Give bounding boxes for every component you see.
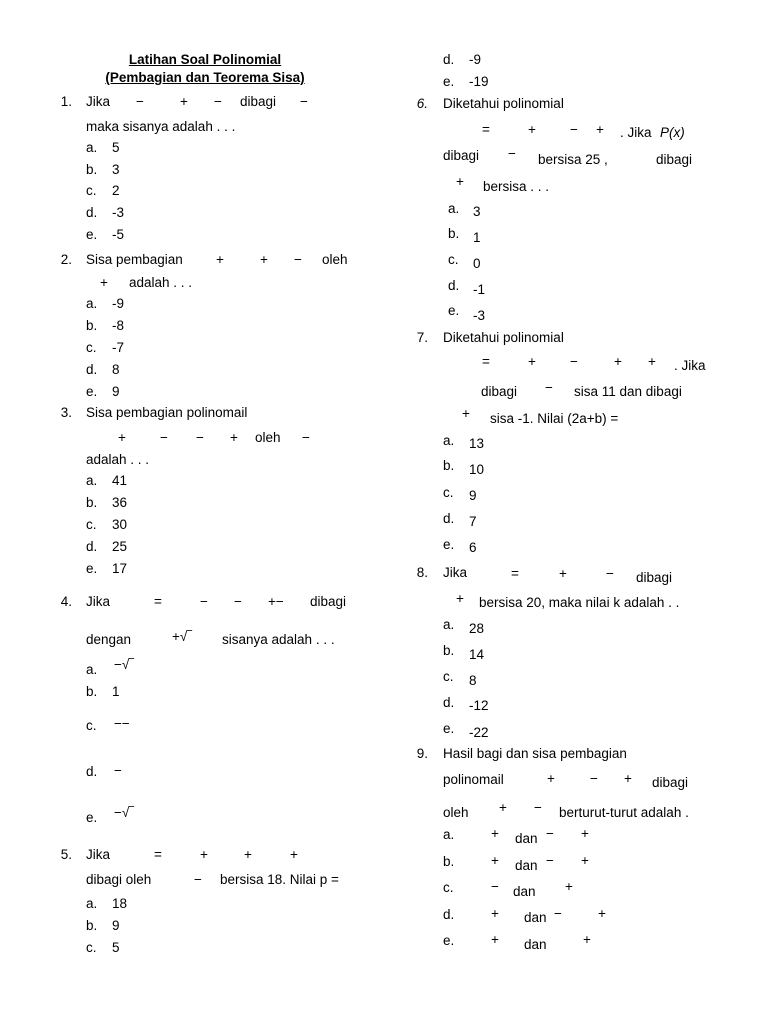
q9-option-c-label: c. xyxy=(443,880,454,895)
q8-op2: − xyxy=(606,566,614,581)
q9-lead: Hasil bagi dan sisa pembagian xyxy=(443,746,627,761)
q9-op5: − xyxy=(534,800,542,815)
q2-option-e-label: e. xyxy=(86,384,98,399)
q5-eq: = xyxy=(154,847,162,862)
q7-option-a-label: a. xyxy=(443,433,455,448)
q1-option-b-label: b. xyxy=(86,162,98,177)
q3-option-b-label: b. xyxy=(86,495,98,510)
q4-option-e-text: −√‾ xyxy=(114,805,134,820)
q8-eq: = xyxy=(511,566,519,581)
q8-dibagi: dibagi xyxy=(636,570,673,585)
q1-op1: − xyxy=(136,94,144,109)
q7-op3: + xyxy=(614,354,622,369)
q3-option-a-label: a. xyxy=(86,473,98,488)
q7-option-b-text: 10 xyxy=(469,462,485,477)
q1-op4: − xyxy=(300,94,308,109)
q2-option-a-label: a. xyxy=(86,296,98,311)
q4-dengan: dengan xyxy=(86,632,132,647)
q4-tail: sisanya adalah . . . xyxy=(222,632,335,647)
q6-eq: = xyxy=(482,122,490,137)
q3-line3: adalah . . . xyxy=(86,452,150,467)
q6-op2: − xyxy=(570,122,578,137)
q3-option-e-label: e. xyxy=(86,561,98,576)
q6-option-e-text: -3 xyxy=(473,308,486,323)
q4-option-a-text: −√‾ xyxy=(114,657,134,672)
q3-op3: − xyxy=(196,430,204,445)
q8-op3: + xyxy=(456,591,464,606)
q3-op2: − xyxy=(160,430,168,445)
q7-option-c-label: c. xyxy=(443,485,454,500)
q4-option-c-label: c. xyxy=(86,718,97,733)
q6-op4: − xyxy=(508,146,516,161)
q9-option-d-term2: − xyxy=(554,906,562,921)
q3-oleh: oleh xyxy=(255,430,281,445)
q6-option-c-text: 0 xyxy=(473,256,481,271)
q9-tail: berturut-turut adalah . xyxy=(559,805,689,820)
q3-lead: Sisa pembagian polinomail xyxy=(86,405,248,420)
q1-option-d-text: -3 xyxy=(112,205,125,220)
q6-option-d-label: d. xyxy=(448,278,460,293)
q9-oleh: oleh xyxy=(443,805,469,820)
q4-op3: +− xyxy=(268,594,284,609)
q9-op4: + xyxy=(499,800,507,815)
q7-op5: − xyxy=(545,380,553,395)
q3-op1: + xyxy=(118,430,126,445)
q4-number: 4. xyxy=(60,594,72,609)
q3-option-c-label: c. xyxy=(86,517,97,532)
q9-option-b-dan: dan xyxy=(515,858,538,873)
q5-op3: + xyxy=(290,847,298,862)
q1-option-e-label: e. xyxy=(86,227,98,242)
q7-option-a-text: 13 xyxy=(469,436,485,451)
q9-op3: + xyxy=(624,771,632,786)
q4-op2: − xyxy=(234,594,242,609)
q5-option-e-text: -19 xyxy=(469,74,489,89)
q7-lead: Diketahui polinomial xyxy=(443,330,564,345)
q6-jika: . Jika xyxy=(620,125,652,140)
q2-option-e-text: 9 xyxy=(112,384,120,399)
q3-op4: + xyxy=(230,430,238,445)
q7-option-e-text: 6 xyxy=(469,540,477,555)
q2-op3: − xyxy=(294,252,302,267)
q2-line2-text: adalah . . . xyxy=(129,275,193,290)
q3-option-a-text: 41 xyxy=(112,473,128,488)
q4-dibagi: dibagi xyxy=(310,594,347,609)
q4-option-d-label: d. xyxy=(86,764,98,779)
q5-option-a-text: 18 xyxy=(112,896,128,911)
q2-oleh: oleh xyxy=(322,252,348,267)
q5-option-c-label: c. xyxy=(86,940,97,955)
q7-sisa: sisa 11 dan dibagi xyxy=(574,384,682,399)
q1-option-d-label: d. xyxy=(86,205,98,220)
q9-option-a-dan: dan xyxy=(515,831,538,846)
q7-number: 7. xyxy=(416,330,428,345)
q3-option-d-label: d. xyxy=(86,539,98,554)
q8-tail: bersisa 20, maka nilai k adalah . . xyxy=(479,595,680,610)
q8-option-b-label: b. xyxy=(443,643,455,658)
q9-option-c-dan: dan xyxy=(513,884,536,899)
q7-option-c-text: 9 xyxy=(469,488,477,503)
q2-option-b-text: -8 xyxy=(112,318,125,333)
q2-option-a-text: -9 xyxy=(112,296,125,311)
q6-dibagi-1: dibagi xyxy=(443,148,480,163)
q4-eq: = xyxy=(154,594,162,609)
q9-number: 9. xyxy=(416,746,428,761)
q2-option-c-label: c. xyxy=(86,340,97,355)
q3-option-e-text: 17 xyxy=(112,561,128,576)
q9-option-e-label: e. xyxy=(443,933,455,948)
q6-lead: Diketahui polinomial xyxy=(443,96,564,111)
title-line-2: (Pembagian dan Teorema Sisa) xyxy=(105,70,305,85)
q5-tail: bersisa 18. Nilai p = xyxy=(220,872,339,887)
q3-option-c-text: 30 xyxy=(112,517,128,532)
q8-option-d-text: -12 xyxy=(469,698,489,713)
q8-option-c-label: c. xyxy=(443,669,454,684)
q9-op1: + xyxy=(547,771,555,786)
q7-op2: − xyxy=(570,354,578,369)
q5-option-d-text: -9 xyxy=(469,52,482,67)
q1-op3: − xyxy=(214,94,222,109)
q8-option-c-text: 8 xyxy=(469,673,477,688)
q7-option-b-label: b. xyxy=(443,458,455,473)
q9-option-d-dan: dan xyxy=(524,910,547,925)
q9-op2: − xyxy=(590,771,598,786)
q1-dibagi: dibagi xyxy=(240,94,277,109)
q6-op3: + xyxy=(596,122,604,137)
q6-op1: + xyxy=(528,122,536,137)
q9-option-d-term1: + xyxy=(491,906,499,921)
q9-option-b-term2: − xyxy=(546,853,554,868)
q7-eq: = xyxy=(482,354,490,369)
q9-option-a-term2: − xyxy=(546,826,554,841)
q5-option-b-label: b. xyxy=(86,918,98,933)
q4-option-b-label: b. xyxy=(86,684,98,699)
q6-option-e-label: e. xyxy=(448,303,460,318)
q9-option-d-label: d. xyxy=(443,907,455,922)
q4-option-b-text: 1 xyxy=(112,684,120,699)
q1-option-a-text: 5 xyxy=(112,140,120,155)
q6-bersisa: bersisa . . . xyxy=(483,179,550,194)
q9-option-c-term3: + xyxy=(565,879,573,894)
q4-jika: Jika xyxy=(86,594,111,609)
q1-number: 1. xyxy=(60,94,72,109)
q2-op1: + xyxy=(216,252,224,267)
q6-option-a-text: 3 xyxy=(473,204,481,219)
q9-option-b-term1: + xyxy=(491,853,499,868)
q7-dibagi: dibagi xyxy=(481,384,518,399)
q1-line2: maka sisanya adalah . . . xyxy=(86,119,236,134)
q4-option-c-text: −− xyxy=(114,716,130,731)
q8-option-b-text: 14 xyxy=(469,647,485,662)
q9-option-c-term1: − xyxy=(491,879,499,894)
q4-option-a-label: a. xyxy=(86,662,98,677)
q9-option-a-label: a. xyxy=(443,827,455,842)
q1-op2: + xyxy=(180,94,188,109)
q8-option-d-label: d. xyxy=(443,695,455,710)
q4-option-e-label: e. xyxy=(86,810,98,825)
q2-option-d-text: 8 xyxy=(112,362,120,377)
q9-option-e-dan: dan xyxy=(524,937,547,952)
q7-op1: + xyxy=(528,354,536,369)
q8-option-a-label: a. xyxy=(443,617,455,632)
q5-option-d-label: d. xyxy=(443,52,455,67)
q2-option-d-label: d. xyxy=(86,362,98,377)
q6-bersisa-25: bersisa 25 , xyxy=(538,152,608,167)
q9-option-b-term3: + xyxy=(581,853,589,868)
q5-op2: + xyxy=(244,847,252,862)
q8-option-e-label: e. xyxy=(443,721,455,736)
q5-option-c-text: 5 xyxy=(112,940,120,955)
q6-option-c-label: c. xyxy=(448,252,459,267)
q7-option-d-label: d. xyxy=(443,511,455,526)
q5-op4: − xyxy=(194,872,202,887)
q5-op1: + xyxy=(200,847,208,862)
q6-dibagi-2: dibagi xyxy=(656,152,693,167)
q9-option-e-term3: + xyxy=(583,932,591,947)
q6-number: 6. xyxy=(416,96,428,111)
q6-option-b-text: 1 xyxy=(473,230,481,245)
q6-option-d-text: -1 xyxy=(473,282,486,297)
q1-option-b-text: 3 xyxy=(112,162,120,177)
q1-jika: Jika xyxy=(86,94,111,109)
q5-lead2: dibagi oleh xyxy=(86,872,152,887)
q9-option-d-term3: + xyxy=(598,906,606,921)
q6-option-b-label: b. xyxy=(448,226,460,241)
q8-option-a-text: 28 xyxy=(469,621,485,636)
q8-option-e-text: -22 xyxy=(469,725,489,740)
q9-polynomial: polinomail xyxy=(443,772,504,787)
q2-number: 2. xyxy=(60,252,72,267)
q9-option-e-term1: + xyxy=(491,932,499,947)
q6-option-a-label: a. xyxy=(448,201,460,216)
q1-option-a-label: a. xyxy=(86,140,98,155)
q5-number: 5. xyxy=(60,847,72,862)
q2-lead: Sisa pembagian xyxy=(86,252,183,267)
q7-option-e-label: e. xyxy=(443,537,455,552)
q5-option-a-label: a. xyxy=(86,896,98,911)
q2-line2-op: + xyxy=(100,275,108,290)
q9-dibagi: dibagi xyxy=(652,775,689,790)
q9-option-a-term3: + xyxy=(581,826,589,841)
q7-jika: . Jika xyxy=(674,358,706,373)
q7-op6: + xyxy=(462,406,470,421)
q9-option-b-label: b. xyxy=(443,854,455,869)
q8-jika: Jika xyxy=(443,565,468,580)
q4-option-d-text: − xyxy=(114,763,122,778)
q3-option-d-text: 25 xyxy=(112,539,128,554)
q6-px: P(x) xyxy=(660,125,685,140)
q3-op5: − xyxy=(302,430,310,445)
q4-sqrt-term: +√‾ xyxy=(172,629,192,644)
q1-option-c-label: c. xyxy=(86,183,97,198)
q8-op1: + xyxy=(559,566,567,581)
q2-option-c-text: -7 xyxy=(112,340,125,355)
q3-option-b-text: 36 xyxy=(112,495,128,510)
q5-jika: Jika xyxy=(86,847,111,862)
title-line-1: Latihan Soal Polinomial xyxy=(128,52,282,67)
q6-op5: + xyxy=(456,174,464,189)
q1-option-e-text: -5 xyxy=(112,227,125,242)
q5-option-e-label: e. xyxy=(443,74,455,89)
q3-number: 3. xyxy=(60,405,72,420)
q9-option-a-term1: + xyxy=(491,826,499,841)
q7-option-d-text: 7 xyxy=(469,514,477,529)
q8-number: 8. xyxy=(416,565,428,580)
q5-option-b-text: 9 xyxy=(112,918,120,933)
q2-option-b-label: b. xyxy=(86,318,98,333)
q7-op4: + xyxy=(648,354,656,369)
q7-nilai: sisa -1. Nilai (2a+b) = xyxy=(490,411,619,426)
q1-option-c-text: 2 xyxy=(112,183,120,198)
q2-op2: + xyxy=(260,252,268,267)
q4-op1: − xyxy=(200,594,208,609)
